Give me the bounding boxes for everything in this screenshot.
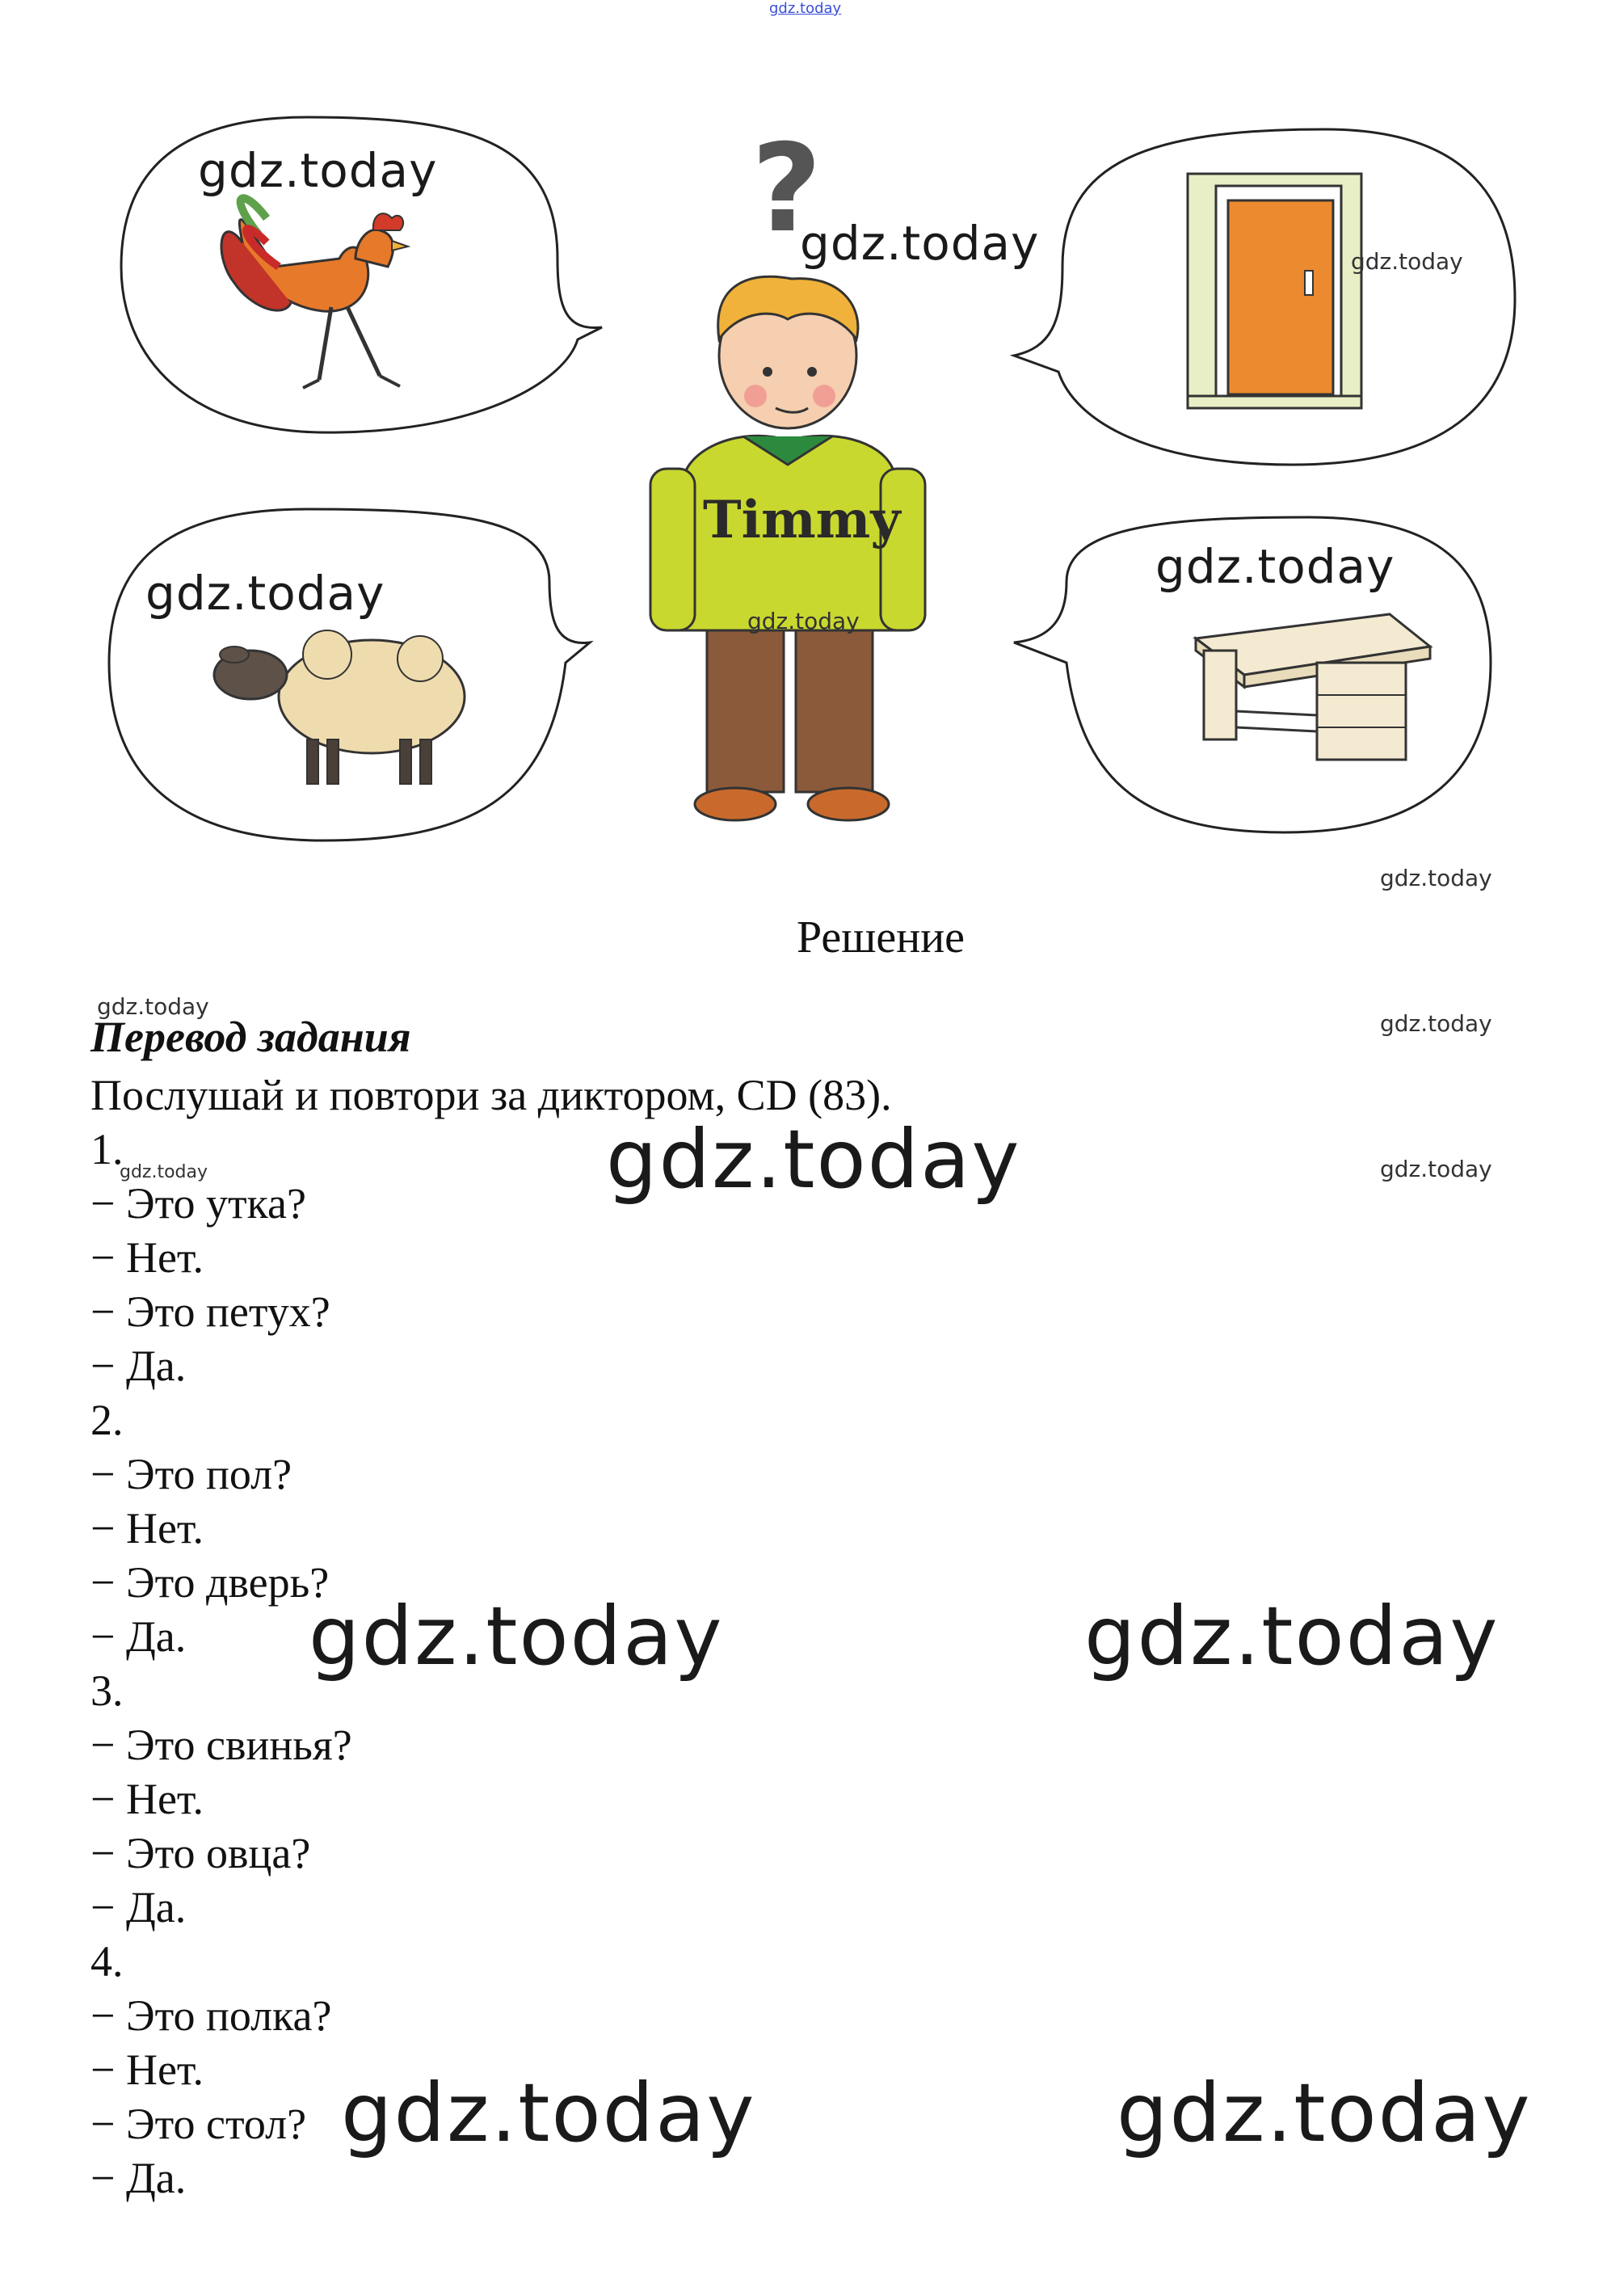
watermark-question: gdz.today	[800, 216, 1040, 271]
solution-title: Решение	[796, 912, 965, 963]
watermark-left-small: gdz.today	[97, 993, 209, 1020]
watermark-door: gdz.today	[1351, 248, 1463, 275]
dialog-line: − Это пол?	[90, 1450, 292, 1498]
dialog-line: − Это дверь?	[90, 1558, 330, 1607]
watermark-below-image: gdz.today	[1380, 865, 1492, 891]
question-mark: ?	[751, 119, 822, 259]
dialog-line: − Это полка?	[90, 1991, 332, 2040]
dialog-line: − Нет.	[90, 2045, 204, 2094]
watermark-right-small-2: gdz.today	[1380, 1156, 1492, 1182]
illustration	[0, 0, 1607, 881]
dialog-line: − Нет.	[90, 1775, 204, 1823]
watermark-top: gdz.today	[769, 0, 842, 17]
dialog-line: 1.	[90, 1125, 124, 1173]
dialog-line: − Да.	[90, 1883, 187, 1932]
shirt-label: Timmy	[703, 490, 901, 550]
watermark-rooster: gdz.today	[198, 143, 438, 198]
watermark-bottom-left-large: gdz.today	[341, 2066, 756, 2160]
dialog-line: − Нет.	[90, 1504, 204, 1552]
watermark-desk: gdz.today	[1155, 539, 1395, 594]
watermark-under-number: gdz.today	[120, 1162, 208, 1182]
watermark-boy: gdz.today	[747, 608, 860, 634]
watermark-mid-right-large: gdz.today	[1084, 1589, 1500, 1683]
dialog-line: − Да.	[90, 2154, 187, 2202]
dialog-line: − Это петух?	[90, 1287, 330, 1336]
dialog-line: 4.	[90, 1937, 124, 1986]
dialog-line: − Это утка?	[90, 1179, 306, 1228]
dialog-line: − Да.	[90, 1612, 187, 1661]
dialog-line: − Да.	[90, 1342, 187, 1390]
dialog-line: 3.	[90, 1666, 124, 1715]
door-picture	[1188, 174, 1361, 408]
boy-picture	[650, 276, 925, 820]
dialog-line: − Это свинья?	[90, 1721, 352, 1769]
instruction-line: Послушай и повтори за диктором, CD (83).	[90, 1071, 892, 1119]
watermark-mid-left-large: gdz.today	[309, 1589, 724, 1683]
watermark-center-large: gdz.today	[606, 1112, 1021, 1207]
watermark-sheep: gdz.today	[145, 566, 385, 621]
dialog-line: − Нет.	[90, 1233, 204, 1282]
translation-heading: Перевод задания	[90, 1013, 411, 1061]
dialog-line: − Это стол?	[90, 2100, 307, 2148]
watermark-bottom-right-large: gdz.today	[1117, 2066, 1532, 2160]
solution-text	[90, 1068, 892, 2205]
watermark-right-small-1: gdz.today	[1380, 1010, 1492, 1037]
dialog-line: 2.	[90, 1396, 124, 1444]
dialog-line: − Это овца?	[90, 1829, 311, 1877]
